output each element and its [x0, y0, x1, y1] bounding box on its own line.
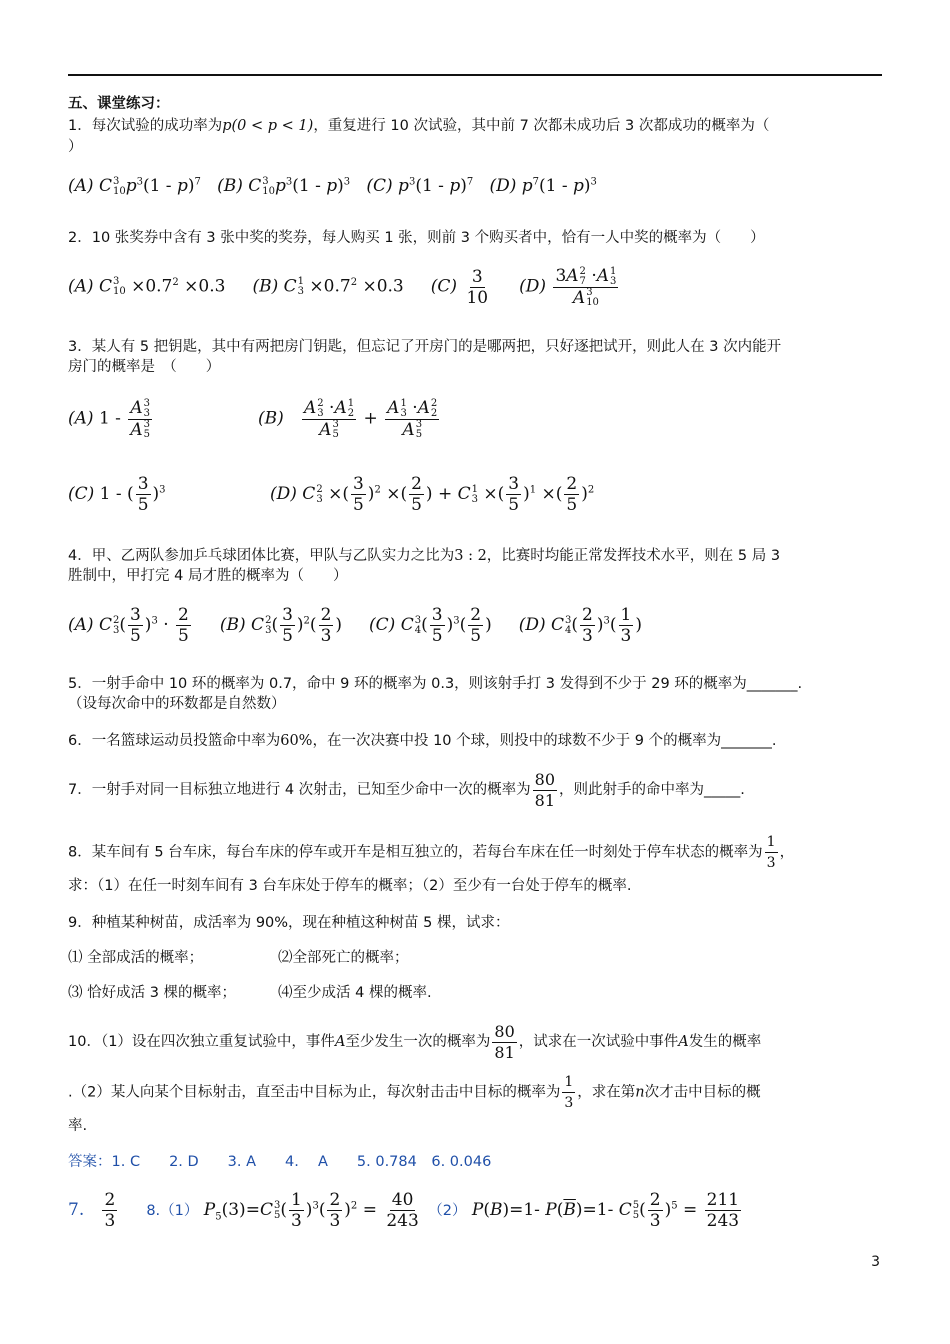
question-7: 7．一射手对同一目标独立地进行 4 次射击，已知至少命中一次的概率为 $\frac{80}{81}$ ，则此射手的命中率为_____. — [68, 769, 745, 810]
question-10-line2: .（2）某人向某个目标射击，直至击中目标为止，每次射击击中目标的概率为 $\frac{1}{3}$ ，求在第n次才击中目标的概 — [68, 1074, 761, 1111]
question-1-close: ） — [68, 139, 83, 155]
answers-line-2: 7. $\frac{2}{3}$ 8.（1） $P_5(3)=C$ 3 5 ( $\frac{1}{3}$ )$^3$( $\frac{2}{3}$ )$^2$ = $\frac{40}{243}$ （2） P(B)=1- $P(\overline{B})=1-$ C 5 5 ( $\frac{2}{3}$ )$^5$ = $\frac{211}{243}$ — [68, 1190, 740, 1231]
question-8-line1: 8．某车间有 5 台车床，每台车床的停车或开车是相互独立的，若每台车床在任一时刻处于停车状态的概率为 $\frac{1}{3}$ ， — [68, 834, 795, 871]
question-9-part-3: ⑶ 恰好成活 3 棵的概率； — [68, 985, 237, 1001]
question-3-option-A: (A) 1 - A 3 3 A 3 5 — [68, 397, 150, 440]
top-rule — [68, 74, 882, 76]
question-3-option-D: (D) C 2 3 ×( $\frac{3}{5}$ )$^2$ ×( $\frac{2}{5}$ ) + C 1 3 ×( $\frac{3}{5}$ )$^1$ ×( $\frac{2}{5}$ )$^2$ — [270, 474, 595, 515]
question-4-line1: 4．甲、乙两队参加乒乓球团体比赛，甲队与乙队实力之比为3 : 2，比赛时均能正常发挥技术水平，则在 5 局 3 — [68, 548, 781, 564]
question-9-part-4: ⑷至少成活 4 棵的概率. — [278, 985, 432, 1001]
question-9: 9．种植某种树苗，成活率为 90%，现在种植这种树苗 5 棵，试求： — [68, 915, 510, 931]
question-2-options: (A) C 3 10 $\times 0.7^2 \times 0.3$ (B) C 1 3 $\times 0.7^2 \times 0.3$ (C) $\frac{3}{10}$ (D) 3A 2 7 ·A 1 3 A 3 10 — [68, 265, 617, 308]
question-3-line2: 房门的概率是 （ ） — [68, 359, 221, 375]
question-4-line2: 胜制中，甲打完 4 局才胜的概率为（ ） — [68, 568, 348, 584]
question-6: 6．一名篮球运动员投篮命中率为60%，在一次决赛中投 10 个球，则投中的球数不少于 9 个的概率为_______. — [68, 733, 777, 749]
question-8-line2: 求：（1）在任一时刻车间有 3 台车床处于停车的概率；（2）至少有一台处于停车的概率. — [68, 878, 632, 894]
page-number: 3 — [871, 1254, 880, 1270]
question-3-option-C: (C) 1 - ( $\frac{3}{5}$ )$^3$ — [68, 474, 166, 515]
question-3-option-B: (B) A 2 3 ·A 1 2 A 3 5 + A 1 3 ·A 2 2 A 3 5 — [258, 397, 438, 440]
question-2: 2．10 张奖券中含有 3 张中奖的奖券，每人购买 1 张，则前 3 个购买者中，恰有一人中奖的概率为（ ） — [68, 230, 765, 246]
question-9-part-1: ⑴ 全部成活的概率； — [68, 950, 204, 966]
question-3-line1: 3．某人有 5 把钥匙，其中有两把房门钥匙，但忘记了开房门的是哪两把，只好逐把试开，则此人在 3 次内能开 — [68, 339, 782, 355]
question-5-line1: 5．一射手命中 10 环的概率为 0.7，命中 9 环的概率为 0.3，则该射手打 3 发得到不少于 29 环的概率为_______. — [68, 676, 803, 692]
question-10-line3: 率. — [68, 1118, 88, 1134]
question-9-part-2: ⑵全部死亡的概率； — [278, 950, 409, 966]
question-10-line1: 10．（1）设在四次独立重复试验中，事件A至少发生一次的概率为 $\frac{80}{81}$ ，试求在一次试验中事件A发生的概率 — [68, 1021, 762, 1062]
question-1-options: (A) C 3 10 $p^3(1 - p)^7$ (B) C 3 10 $p^3(1 - p)^3$ (C) $p^3(1 - p)^7$ (D) $p^7(1 - p)^3$ — [68, 175, 597, 197]
section-title: 五、课堂练习： — [68, 96, 170, 112]
question-1: 1．每次试验的成功率为p(0 < p < 1)，重复进行 10 次试验，其中前 7 次都未成功后 3 次都成功的概率为（ — [68, 118, 770, 134]
question-4-options: (A) C 2 3 ( $\frac{3}{5}$ )$^3$ · $\frac{2}{5}$ (B) C 2 3 ( $\frac{3}{5}$ )$^2$( $\frac{2}{3}$ ) (C) C 3 4 ( $\frac{3}{5}$ )$^3$( $\frac{2}{5}$ ) (D) C 3 4 ( $\frac{2}{3}$ )$^3$( $\frac{1}{3}$ ) — [68, 605, 642, 646]
question-5-line2: （设每次命中的环数都是自然数） — [68, 696, 286, 712]
answers-line-1: 答案：1. C 2. D 3. A 4. A 5. 0.784 6. 0.046 — [68, 1154, 492, 1170]
